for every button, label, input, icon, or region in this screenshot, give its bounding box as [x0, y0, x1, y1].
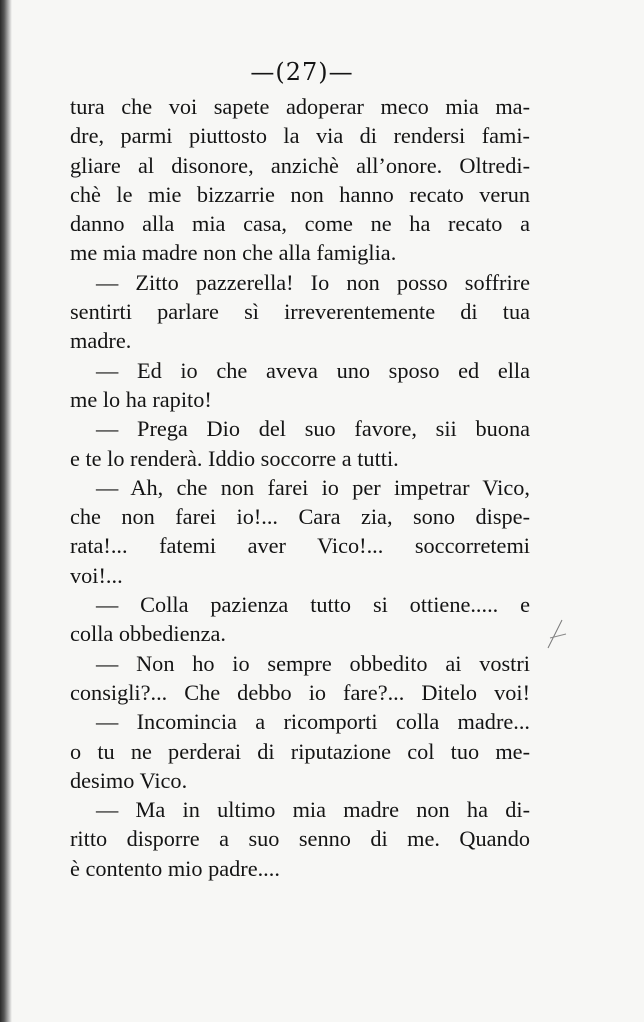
text-line: chè le mie bizzarrie non hanno recato verun [70, 181, 530, 207]
text-line: me mia madre non che alla famiglia. [70, 240, 397, 266]
text-line: me lo ha rapito! [70, 386, 212, 412]
text-line: madre. [70, 328, 132, 354]
text-line: voi!... [70, 562, 123, 588]
page-binding-edge [0, 0, 12, 1022]
text-line: — Prega Dio del suo favore, sii buona [96, 416, 530, 442]
text-line: — Colla pazienza tutto si ottiene..... e [96, 592, 530, 618]
text-line: desimo Vico. [70, 767, 188, 793]
text-line: gliare al disonore, anzichè all’onore. Oltredi- [70, 152, 530, 178]
text-line: — Incomincia a ricomporti colla madre... [96, 709, 530, 735]
text-line: — Ma in ultimo mia madre non ha di- [96, 797, 530, 823]
text-line: e te lo renderà. Iddio soccorre a tutti. [70, 445, 399, 471]
text-line: tura che voi sapete adoperar meco mia ma- [70, 94, 530, 119]
text-line: — Ed io che aveva uno sposo ed ella [96, 357, 530, 383]
text-line: è contento mio padre.... [70, 855, 280, 881]
text-line: — Non ho io sempre obbedito ai vostri [96, 650, 530, 676]
text-line: consigli?... Che debbo io fare?... Ditelo voi! [70, 679, 530, 705]
text-line: o tu ne perderai di riputazione col tuo me- [70, 738, 530, 764]
body-text [70, 92, 530, 883]
text-line: colla obbedienza. [70, 621, 227, 647]
text-line: dre, parmi piuttosto la via di rendersi fami- [70, 123, 530, 149]
text-line: rata!... fatemi aver Vico!... soccorretemi [70, 533, 530, 559]
text-line: sentirti parlare sì irreverentemente di tua [70, 299, 530, 325]
text-line: danno alla mia casa, come ne ha recato a [70, 211, 530, 237]
margin-pencil-mark [540, 618, 570, 658]
text-line: — Zitto pazzerella! Io non posso soffrire [96, 269, 530, 295]
text-line: che non farei io!... Cara zia, sono dispe- [70, 504, 530, 530]
page-number: —(27)— [250, 58, 354, 86]
text-line: ritto disporre a suo senno di me. Quando [70, 826, 530, 852]
text-line: — Ah, che non farei io per impetrar Vico, [96, 474, 530, 500]
